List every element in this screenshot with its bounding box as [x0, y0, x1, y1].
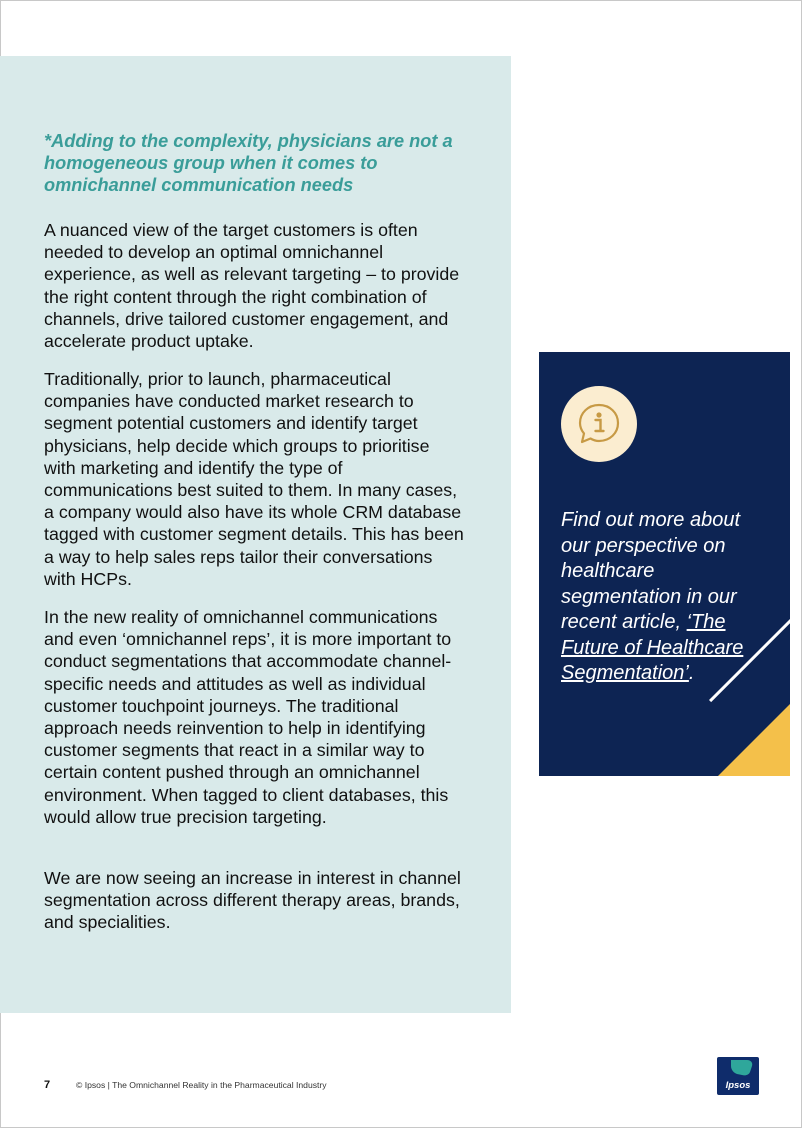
paragraph: A nuanced view of the target customers is often needed to develop an optimal omnichannel experience, as well as relevant targeting – to provide the right content through the right combination of channels, drive tailored customer engagement, and accelerate product uptake. — [44, 220, 460, 352]
callout-corner-accent — [718, 704, 790, 776]
article-callout-box — [539, 352, 790, 776]
paragraph: In the new reality of omnichannel communications and even ‘omnichannel reps’, it is more important to conduct segmentations that accommodate channel-specific needs and attitudes as well as individual customer touchpoint journeys. The traditional approach needs reinvention to help in identifying customer segments that react in a similar way to certain content pushed through an omnichannel environment. When tagged to client databases, this would allow true precision targeting. — [44, 607, 452, 827]
page-number: 7 — [44, 1079, 51, 1091]
article-link[interactable]: ‘The Future of Healthcare Segmentation’ — [561, 611, 744, 684]
paragraph: We are now seeing an increase in interest in channel segmentation across different therapy areas, brands, and specialities. — [44, 868, 461, 933]
paragraph: Traditionally, prior to launch, pharmaceutical companies have conducted market research to segment potential customers and identify target physicians, help decide which groups to prioritise with marketing and identify the type of communications best suited to them. In many cases, a company would also have its whole CRM database tagged with customer segment details. This has been a way to help sales reps tailor their conversations with HCPs. — [44, 369, 464, 589]
ipsos-logo — [717, 1057, 759, 1095]
logo-text: Ipsos — [725, 1080, 751, 1091]
callout-text: Find out more about our perspective on healthcare segmentation in our recent article, ‘The Future of Healthcare Segmentation’. — [561, 509, 744, 684]
footer-text: © Ipsos | The Omnichannel Reality in the Pharmaceutical Industry — [76, 1080, 327, 1090]
section-subheading: *Adding to the complexity, physicians are not a homogeneous group when it comes to omnichannel communication needs — [44, 131, 453, 195]
info-speech-bubble-icon — [561, 386, 637, 462]
